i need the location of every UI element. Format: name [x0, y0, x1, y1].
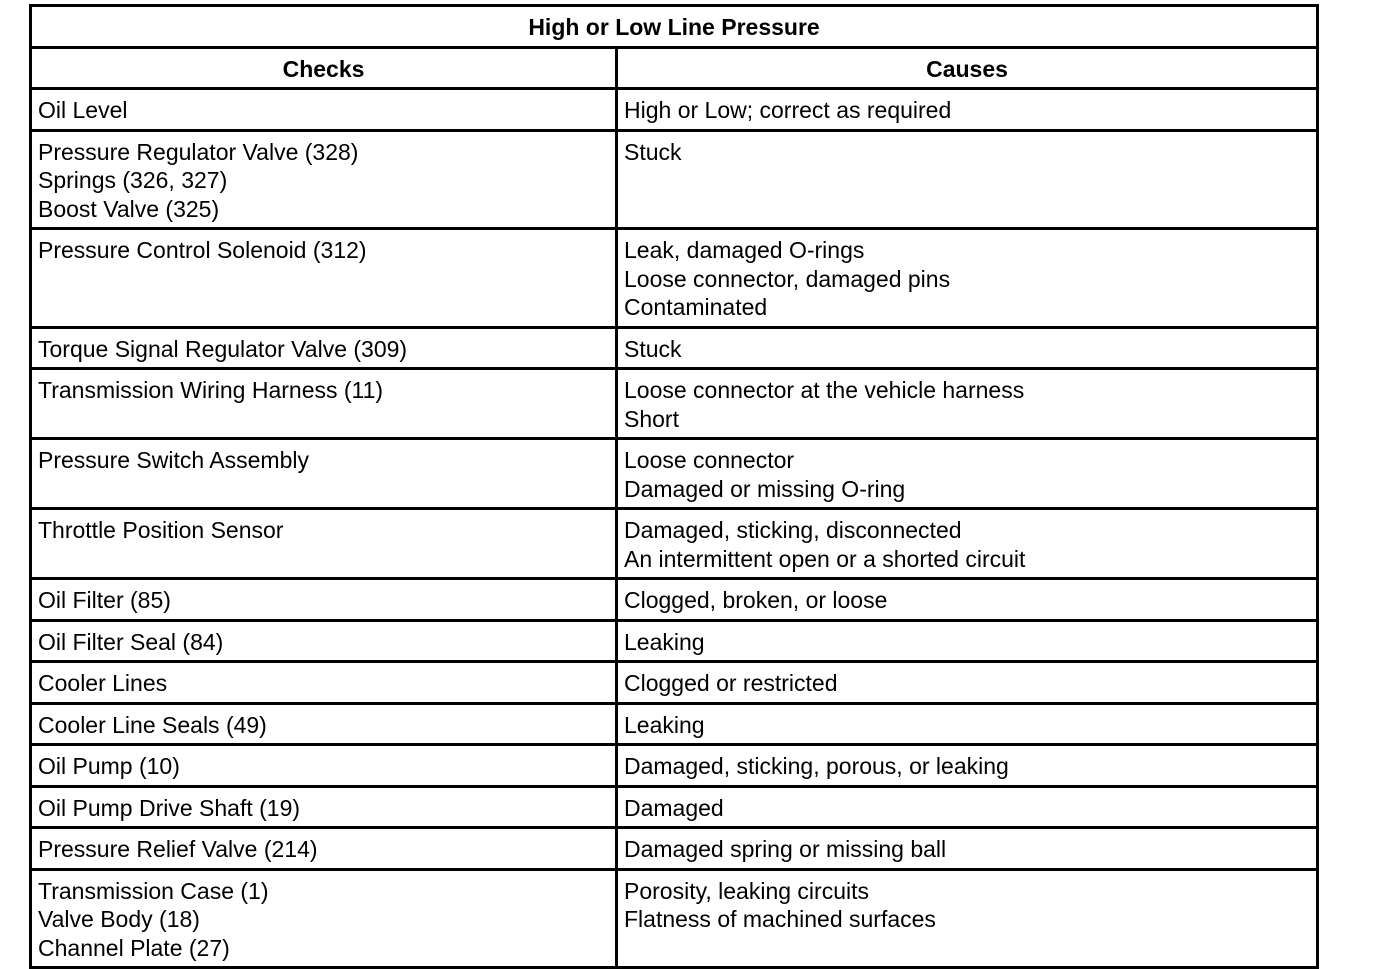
checks-cell-line: Torque Signal Regulator Valve (309)	[38, 335, 408, 362]
checks-cell-line: Oil Pump Drive Shaft (19)	[38, 794, 301, 821]
causes-cell-line: Clogged or restricted	[624, 670, 838, 696]
checks-cell	[31, 369, 617, 439]
causes-cell	[617, 662, 1318, 704]
causes-cell-line: Leak, damaged O-rings	[624, 237, 865, 263]
causes-cell-line: An intermittent open or a shorted circuit	[624, 545, 1026, 572]
checks-cell	[31, 703, 617, 745]
table-row	[31, 369, 1318, 439]
causes-cell	[617, 89, 1318, 131]
checks-cell-line: Oil Level	[38, 97, 128, 123]
table-title-row	[31, 6, 1318, 48]
checks-cell-line: Pressure Regulator Valve (328)	[38, 138, 359, 165]
causes-cell-line: Damaged or missing O-ring	[624, 475, 906, 502]
causes-cell-line: Flatness of machined surfaces	[624, 906, 936, 932]
checks-cell-line: Throttle Position Sensor	[38, 517, 284, 543]
checks-cell-line: Channel Plate (27)	[38, 934, 230, 961]
checks-cell-line: Pressure Relief Valve (214)	[38, 836, 318, 862]
checks-cell	[31, 662, 617, 704]
checks-cell-line: Pressure Switch Assembly	[38, 447, 309, 473]
table-row	[31, 509, 1318, 579]
diagnosis-table-container	[29, 4, 1316, 969]
causes-cell-line: Contaminated	[624, 294, 768, 320]
causes-cell-line: Damaged, sticking, porous, or leaking	[624, 753, 1009, 779]
causes-cell	[617, 439, 1318, 509]
causes-cell-line: Damaged	[624, 794, 724, 821]
checks-cell-line: Oil Filter Seal (84)	[38, 628, 224, 655]
causes-cell	[617, 703, 1318, 745]
causes-cell-line: Stuck	[624, 138, 682, 165]
checks-cell-line: Boost Valve (325)	[38, 195, 220, 222]
causes-cell	[617, 579, 1318, 621]
causes-cell-line: Damaged spring or missing ball	[624, 836, 947, 862]
causes-cell	[617, 509, 1318, 579]
diagnosis-table	[29, 4, 1319, 969]
causes-cell-line: Porosity, leaking circuits	[624, 877, 869, 904]
checks-cell-line: Pressure Control Solenoid (312)	[38, 237, 367, 263]
table-row	[31, 869, 1318, 968]
checks-cell-line: Transmission Wiring Harness (11)	[38, 377, 384, 403]
checks-cell	[31, 869, 617, 968]
table-row	[31, 703, 1318, 745]
causes-cell-line: Clogged, broken, or loose	[624, 587, 888, 613]
checks-cell-line: Cooler Lines	[38, 670, 168, 696]
causes-cell-line: Leaking	[624, 628, 705, 655]
causes-cell-line: Leaking	[624, 711, 705, 738]
checks-cell-line: Cooler Line Seals (49)	[38, 711, 267, 738]
checks-cell	[31, 620, 617, 662]
checks-cell	[31, 509, 617, 579]
table-header-row	[31, 47, 1318, 89]
table-row	[31, 828, 1318, 870]
checks-cell	[31, 786, 617, 828]
column-header-causes: Causes	[617, 47, 1318, 89]
checks-cell	[31, 828, 617, 870]
checks-cell	[31, 229, 617, 328]
table-row	[31, 745, 1318, 787]
checks-cell-line: Valve Body (18)	[38, 906, 200, 932]
table-row	[31, 327, 1318, 369]
causes-cell	[617, 327, 1318, 369]
checks-cell-line: Oil Filter (85)	[38, 587, 171, 613]
causes-cell	[617, 620, 1318, 662]
table-body	[31, 89, 1318, 968]
causes-cell-line: Loose connector, damaged pins	[624, 265, 951, 292]
causes-cell-line: Stuck	[624, 335, 682, 362]
causes-cell-line: Short	[624, 405, 679, 432]
causes-cell	[617, 745, 1318, 787]
checks-cell-line: Springs (326, 327)	[38, 167, 228, 193]
table-row	[31, 229, 1318, 328]
causes-cell	[617, 828, 1318, 870]
table-row	[31, 620, 1318, 662]
column-header-checks: Checks	[31, 47, 617, 89]
causes-cell-line: Loose connector at the vehicle harness	[624, 377, 1025, 403]
causes-cell	[617, 786, 1318, 828]
table-title: High or Low Line Pressure	[31, 6, 1318, 48]
checks-cell-line: Oil Pump (10)	[38, 753, 180, 779]
causes-cell-line: High or Low; correct as required	[624, 97, 952, 123]
table-row	[31, 130, 1318, 229]
checks-cell	[31, 439, 617, 509]
checks-cell	[31, 130, 617, 229]
causes-cell	[617, 369, 1318, 439]
checks-cell	[31, 327, 617, 369]
table-row	[31, 662, 1318, 704]
checks-cell	[31, 745, 617, 787]
causes-cell-line: Loose connector	[624, 447, 795, 473]
table-row	[31, 786, 1318, 828]
causes-cell-line: Damaged, sticking, disconnected	[624, 517, 962, 543]
table-row	[31, 439, 1318, 509]
checks-cell	[31, 89, 617, 131]
causes-cell	[617, 229, 1318, 328]
checks-cell	[31, 579, 617, 621]
causes-cell	[617, 130, 1318, 229]
table-row	[31, 89, 1318, 131]
table-row	[31, 579, 1318, 621]
checks-cell-line: Transmission Case (1)	[38, 877, 269, 904]
causes-cell	[617, 869, 1318, 968]
